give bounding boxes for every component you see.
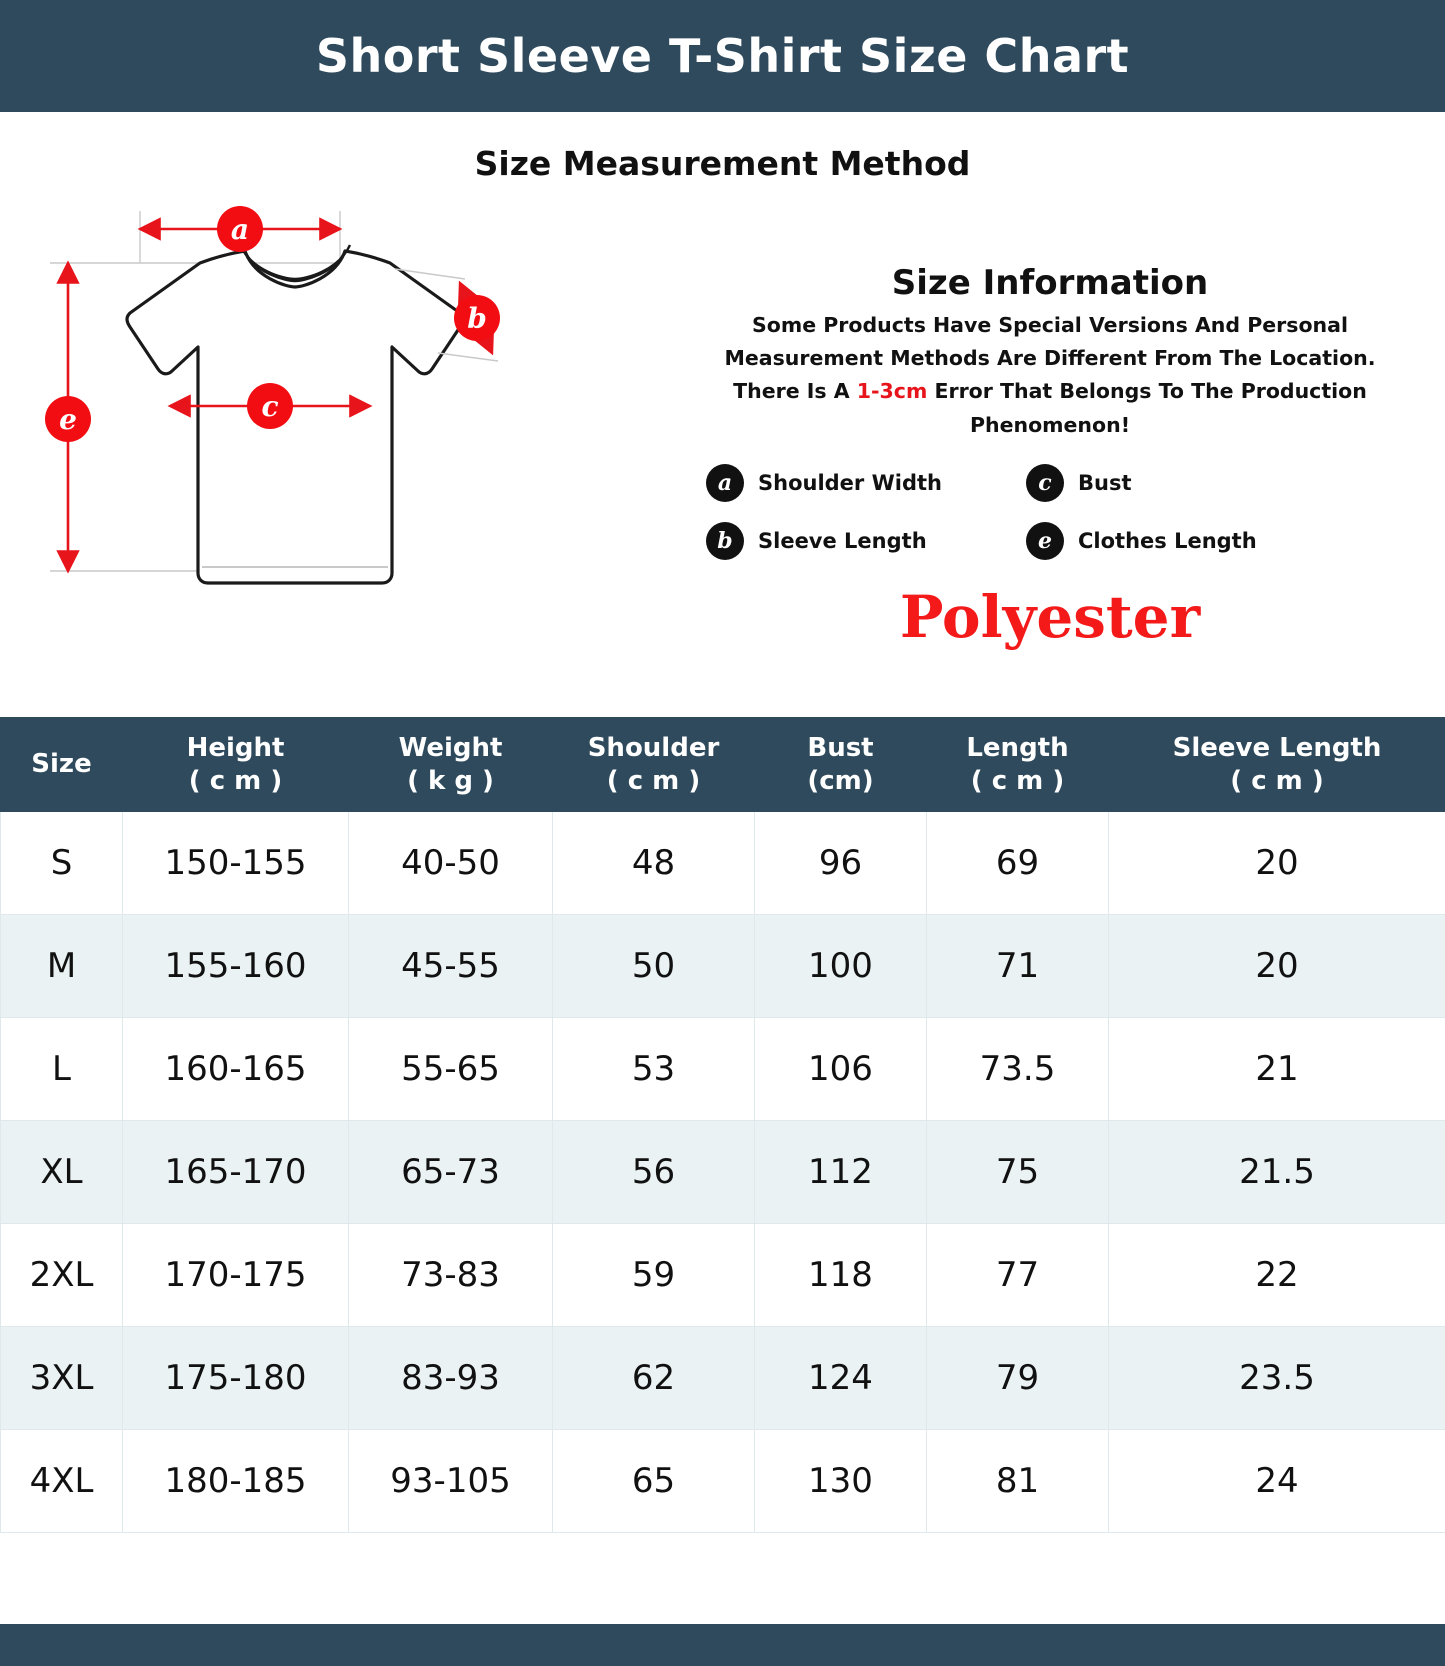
page-header: [0, 0, 1445, 112]
section-title: Size Measurement Method: [474, 144, 971, 183]
cell-sleeve-length: 22: [1109, 1224, 1445, 1327]
cell-length: 71: [927, 915, 1109, 1018]
footer-bar: [0, 1624, 1445, 1666]
badge-e-icon: e: [1026, 522, 1064, 560]
cell-height: 180-185: [123, 1430, 349, 1533]
cell-length: 79: [927, 1327, 1109, 1430]
size-table: [0, 717, 1445, 1533]
cell-height: 165-170: [123, 1121, 349, 1224]
cell-size: M: [1, 915, 123, 1018]
table-header-row: [1, 718, 1445, 812]
table-row: [1, 1327, 1445, 1430]
cell-bust: 124: [755, 1327, 927, 1430]
legend-item-sleeve-length: [706, 522, 1026, 560]
cell-shoulder: 59: [553, 1224, 755, 1327]
legend-item-shoulder-width: [706, 464, 1026, 502]
cell-bust: 96: [755, 812, 927, 915]
page-title: Short Sleeve T-Shirt Size Chart: [315, 29, 1130, 83]
cell-bust: 100: [755, 915, 927, 1018]
cell-weight: 73-83: [349, 1224, 553, 1327]
size-information-text: [708, 309, 1392, 442]
info-error-highlight: 1-3cm: [856, 379, 928, 404]
legend-item-clothes-length: [1026, 522, 1346, 560]
size-information-title: Size Information: [891, 263, 1209, 303]
table-row: [1, 812, 1445, 915]
badge-c-icon: c: [1026, 464, 1064, 502]
cell-bust: 112: [755, 1121, 927, 1224]
cell-length: 81: [927, 1430, 1109, 1533]
cell-height: 160-165: [123, 1018, 349, 1121]
column-header-bust: Bust (cm): [755, 718, 927, 812]
cell-size: 3XL: [1, 1327, 123, 1430]
cell-bust: 118: [755, 1224, 927, 1327]
cell-bust: 130: [755, 1430, 927, 1533]
cell-height: 150-155: [123, 812, 349, 915]
measurement-section: [0, 183, 1445, 703]
legend-label-sleeve-length: Sleeve Length: [758, 528, 927, 553]
legend-label-clothes-length: Clothes Length: [1078, 528, 1257, 553]
table-row: [1, 1018, 1445, 1121]
cell-shoulder: 56: [553, 1121, 755, 1224]
cell-sleeve-length: 21: [1109, 1018, 1445, 1121]
cell-shoulder: 53: [553, 1018, 755, 1121]
cell-weight: 83-93: [349, 1327, 553, 1430]
material-label: Polyester: [899, 583, 1201, 651]
cell-size: 4XL: [1, 1430, 123, 1533]
cell-height: 155-160: [123, 915, 349, 1018]
legend-item-bust: [1026, 464, 1346, 502]
cell-bust: 106: [755, 1018, 927, 1121]
cell-weight: 93-105: [349, 1430, 553, 1533]
cell-length: 69: [927, 812, 1109, 915]
size-information-panel: [700, 263, 1400, 560]
column-header-size: Size: [1, 718, 123, 812]
svg-text:e: e: [59, 403, 77, 436]
cell-shoulder: 65: [553, 1430, 755, 1533]
cell-shoulder: 48: [553, 812, 755, 915]
cell-height: 170-175: [123, 1224, 349, 1327]
cell-size: 2XL: [1, 1224, 123, 1327]
badge-b-icon: b: [706, 522, 744, 560]
table-row: [1, 1224, 1445, 1327]
column-header-height: Height ( c m ): [123, 718, 349, 812]
tshirt-diagram: [40, 201, 680, 651]
cell-shoulder: 62: [553, 1327, 755, 1430]
cell-sleeve-length: 24: [1109, 1430, 1445, 1533]
info-text-part1: Some Products Have Special Versions And Personal Measurement Methods Are Different From The Location. There Is A: [724, 313, 1376, 404]
table-row: [1, 1121, 1445, 1224]
cell-sleeve-length: 21.5: [1109, 1121, 1445, 1224]
cell-length: 77: [927, 1224, 1109, 1327]
cell-size: S: [1, 812, 123, 915]
cell-size: XL: [1, 1121, 123, 1224]
column-header-shoulder: Shoulder ( c m ): [553, 718, 755, 812]
cell-sleeve-length: 20: [1109, 812, 1445, 915]
table-row: [1, 1430, 1445, 1533]
svg-text:c: c: [261, 390, 279, 423]
cell-weight: 55-65: [349, 1018, 553, 1121]
legend-label-shoulder-width: Shoulder Width: [758, 470, 942, 495]
measurement-legend: [700, 464, 1400, 560]
cell-sleeve-length: 20: [1109, 915, 1445, 1018]
cell-weight: 65-73: [349, 1121, 553, 1224]
svg-text:b: b: [467, 302, 487, 335]
table-row: [1, 915, 1445, 1018]
cell-height: 175-180: [123, 1327, 349, 1430]
cell-length: 75: [927, 1121, 1109, 1224]
column-header-length: Length ( c m ): [927, 718, 1109, 812]
cell-shoulder: 50: [553, 915, 755, 1018]
column-header-sleeve-length: Sleeve Length ( c m ): [1109, 718, 1445, 812]
badge-a-icon: a: [706, 464, 744, 502]
cell-weight: 40-50: [349, 812, 553, 915]
cell-weight: 45-55: [349, 915, 553, 1018]
cell-size: L: [1, 1018, 123, 1121]
info-text-part2: Error That Belongs To The Production Phenomenon!: [927, 379, 1367, 437]
cell-length: 73.5: [927, 1018, 1109, 1121]
svg-text:a: a: [230, 213, 250, 246]
cell-sleeve-length: 23.5: [1109, 1327, 1445, 1430]
column-header-weight: Weight ( k g ): [349, 718, 553, 812]
legend-label-bust: Bust: [1078, 470, 1132, 495]
